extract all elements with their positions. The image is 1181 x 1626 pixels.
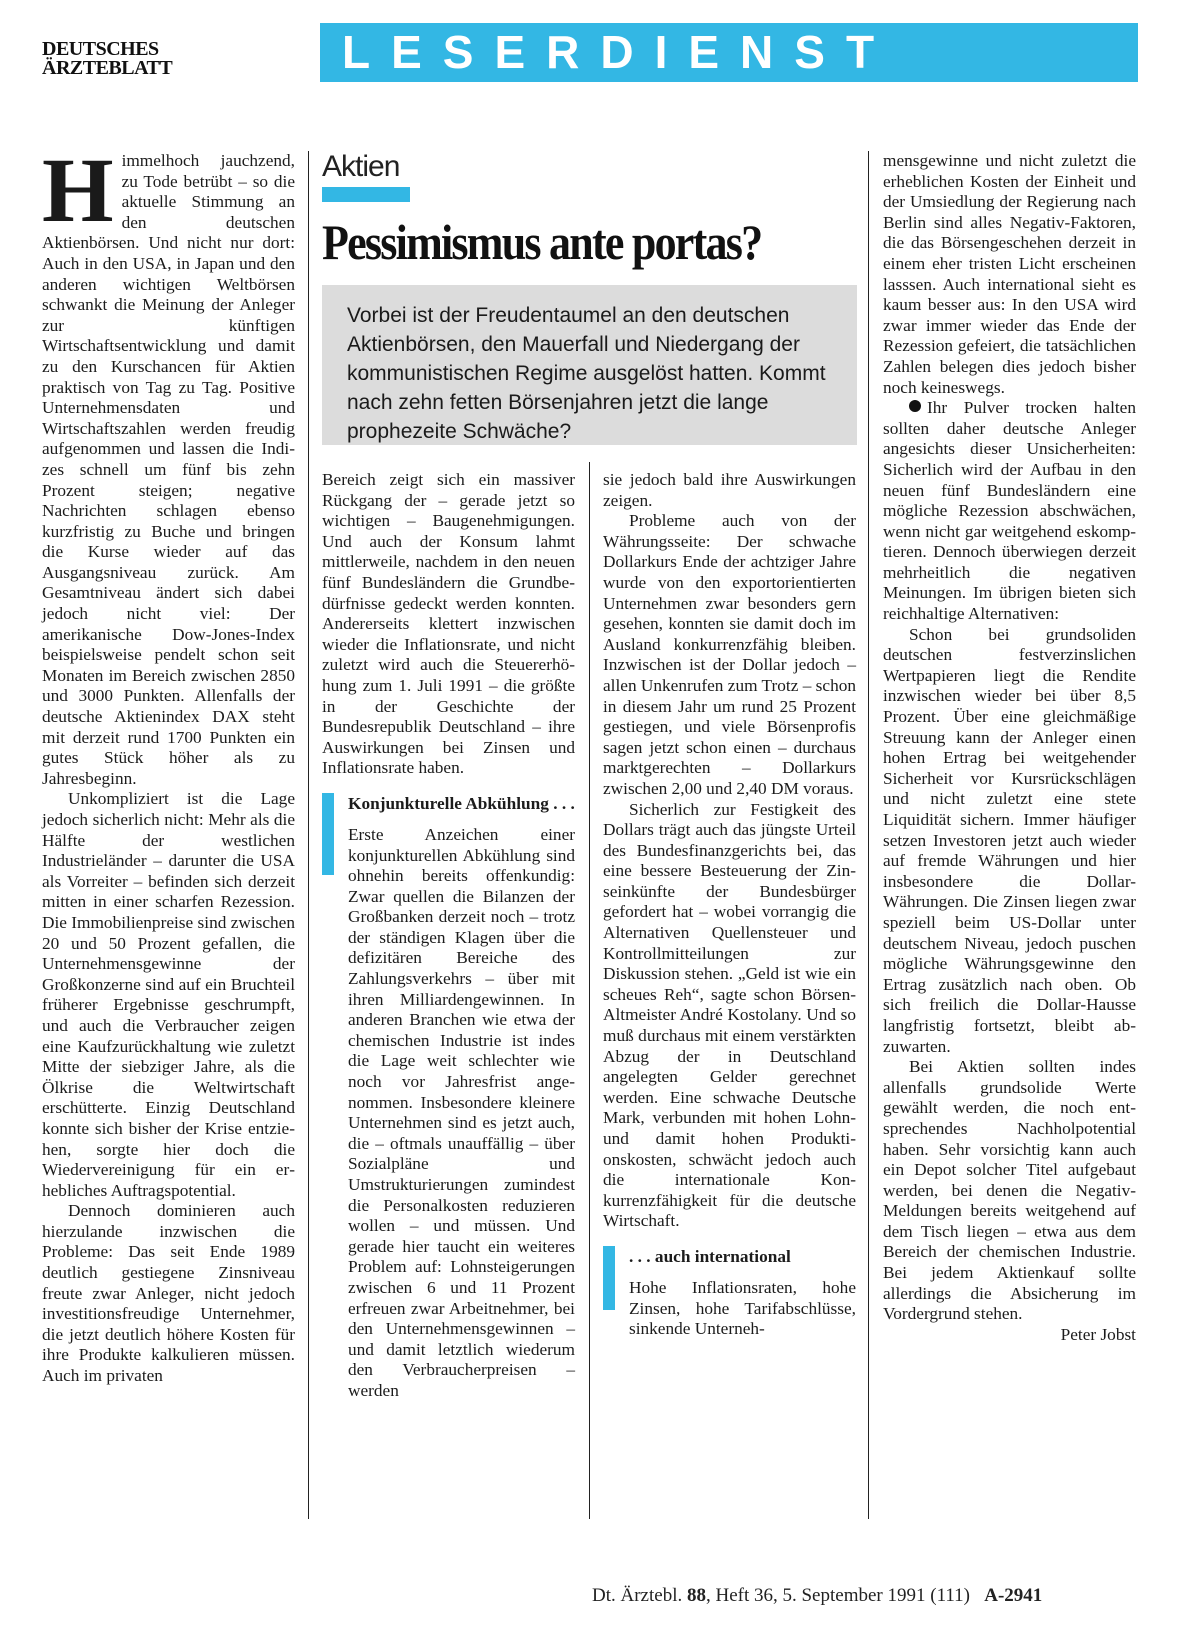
footer-page-number: A-2941 — [984, 1585, 1043, 1606]
article-column-1 — [42, 139, 295, 1387]
paragraph: Bei Aktien sollten indes allenfalls grundsolide Werte gewählt werden, die noch entsprechendes Nachholpotential haben. Sehr vorsichtig kann auch ein Depot solcher Titel aufgebaut werden, bei denen die Negativ-Meldungen bereits weitgehend auf dem Tisch liegen – etwa aus dem Bereich der chemischen Industrie. Bei jedem Aktienkauf sollte allerdings die Absicherung im Vordergrund stehen. — [883, 1057, 1136, 1324]
column-divider — [308, 151, 309, 1519]
article-headline: Pessimismus ante portas? — [322, 214, 762, 270]
article-column-2 — [322, 470, 575, 1402]
lead-box — [322, 285, 857, 445]
bullet-icon — [909, 400, 921, 412]
subheading: . . . auch international — [603, 1246, 856, 1268]
article-column-3 — [603, 470, 856, 1340]
paragraph: Probleme auch von der Währungsseite: Der schwache Dollarkurs Ende der achtziger Jahre wurde von den exportorientierten Unternehmen zwar besonders gern gesehen, konnten sie damit doch im Ausland konkurrenzfähig bleiben. Inzwischen ist der Dollar jedoch – allen Unkenrufen zum Trotz – schon in diesem Jahr um rund 25 Prozent gestiegen, und viele Börsenprofis sagen jetzt schon einen – durchaus marktgerechten – Dollarkurs zwischen 2,00 und 2,40 DM voraus. — [603, 511, 856, 798]
column-divider — [868, 151, 869, 1519]
paragraph: Bereich zeigt sich ein massiver Rückgang der – gerade jetzt so wichtigen – Baugenehmigungen. Und auch der Konsum lahmt mittlerweile, nachdem in den neuen fünf Bundesländern die Grundbedürfnisse gedeckt werden konnten. Andererseits klettert inzwischen wieder die Inflationsrate, und nicht zuletzt wird auch die Steuererhöhung zum 1. Juli 1991 – die größte in der Geschichte der Bundesrepublik Deutschland – ihre Auswirkungen bei Zinsen und Inflationsrate haben. — [322, 470, 575, 778]
paragraph: Dennoch dominieren auch hierzulande inzwischen die Probleme: Das seit Ende 1989 deutlich gestiegene Zinsniveau freute zwar Anleger, nicht jedoch investitionsfreudige Unternehmer, die jetzt deutlich höhere Kosten für ihre Produkte kalkulieren müssen. Auch im privaten — [42, 1201, 295, 1386]
masthead-logo — [42, 40, 222, 78]
paragraph: Ihr Pulver trocken halten sollten daher deutsche Anleger angesichts dieser Unsicherheiten: Sicherlich wird der Aufbau in den neuen fünf Bundesländern eine mögliche Rezession abschwächen, wenn nicht gar weitgehend eskomptieren. Dennoch überwiegen derzeit mehrheitlich die negativen Meinungen. Im übrigen bieten sich reichhaltige Alternativen: — [883, 398, 1136, 624]
paragraph: Sicherlich zur Festigkeit des Dollars trägt auch das jüngste Urteil des Bundesfinanzgerichts bei, das eine bessere Besteuerung der Zinseinkünfte der Bundesbürger gefordert hat – wobei vorrangig die Alternativen Quellensteuer und Kontrollmitteilungen zur Diskussion stehen. „Geld ist wie ein scheues Reh“, sagte schon Börsen-Altmeister André Kostolany. Und so muß durchaus mit einem verstärkten Abzug der in Deutschland angelegten Gelder gerechnet werden. Eine schwache Deutsche Mark, verbunden mit hohen Lohn- und damit hohen Produktionskosten, schwächt jedoch auch die internationale Konkurrenzfähigkeit für die deutsche Wirtschaft. — [603, 799, 856, 1231]
paragraph: Hohe Inflationsraten, hohe Zinsen, hohe Tarifabschlüsse, sinkende Unterneh- — [629, 1277, 856, 1339]
masthead-line1: DEUTSCHES — [42, 38, 159, 60]
page-footer — [592, 1585, 1042, 1607]
drop-cap: H — [42, 139, 114, 241]
footer-volume: 88 — [686, 1585, 706, 1606]
paragraph: Unkompliziert ist die Lage jedoch sicherlich nicht: Mehr als die Hälfte der westlichen Industrieländer – darunter die USA als Vorreiter – befinden sich derzeit mitten in einer scharfen Rezession. Die Immobilienpreise sind zwischen 20 und 50 Prozent gefallen, die Unternehmensgewinne der Großkonzerne sind auf ein Bruchteil früherer Ergebnisse geschrumpft, und auch die Verbraucher zeigen eine Kaufzurückhaltung wie zuletzt Mitte der siebziger Jahre, als die Ölkrise die Weltwirtschaft erschütterte. Einzig Deutschland konnte sich bisher der Krise entziehen, sorgte hier doch die Wiedervereinigung für ein erhebliches Auftragspotential. — [42, 789, 295, 1200]
paragraph: Schon bei grundsoliden deutschen festverzinslichen Wertpapieren liegt die Rendite inzwischen wieder bei über 8,5 Prozent. Über eine gleichmäßige Streuung kann der Anleger einen hohen Ertrag bei weitgehender Sicherheit vor Kursrückschlägen und nicht zuletzt eine stete Liquidität sichern. Immer häufiger setzen Investoren jetzt auch wieder auf fremde Währungen und hier insbesondere die Dollar-Währungen. Die Zinsen liegen zwar speziell beim US-Dollar unter deutschem Niveau, jedoch puschen mögliche Währungsgewinne den Ertrag zusätzlich nach oben. Ob sich freilich die Dollar-Hausse langfristig fortsetzt, bleibt abzuwarten. — [883, 624, 1136, 1056]
paragraph: mensgewinne und nicht zuletzt die erheblichen Kosten der Einheit und der Umsiedlung der Regierung nach Berlin sind alles Negativ-Faktoren, die das Börsengeschehen derzeit in einem eher tristen Licht erscheinen lasssen. Auch international sieht es kaum besser aus: In den USA wird zwar immer wieder das Ende der Rezession gefeiert, die tatsächlichen Zahlen belegen dies jedoch bisher noch keineswegs. — [883, 151, 1136, 397]
footer-issue: , Heft 36, 5. September 1991 (111) — [705, 1585, 970, 1606]
paragraph: sie jedoch bald ihre Auswirkungen zeigen. — [603, 470, 856, 510]
article-lead: Vorbei ist der Freudentaumel an den deutschen Aktienbörsen, den Mauerfall und Niedergang der kommunistischen Regime ausgelöst hatten. Kommt nach zehn fetten Börsenjahren jetzt die lange prophezeite Schwäche? — [347, 304, 826, 443]
subheading-accent-bar — [322, 793, 334, 875]
masthead-line2: ÄRZTEBLATT — [42, 57, 173, 79]
kicker-accent-bar — [322, 187, 410, 202]
section-title: LESERDIENST — [342, 26, 896, 78]
article-column-4 — [883, 151, 1136, 1345]
section-banner — [320, 23, 1138, 82]
subheading-accent-bar — [603, 1246, 615, 1310]
subheading: Konjunkturelle Abkühlung . . . — [322, 793, 575, 815]
footer-journal: Dt. Ärztebl. — [592, 1585, 683, 1606]
paragraph: Erste Anzeichen einer konjunkturellen Abkühlung sind ohnehin bereits offenkundig: Zwar quellen die Bilanzen der Großbanken derzeit noch – trotz der ständigen Klagen über die defizitären Bereiche des Zahlungsverkehrs – über mit ihren Milliardengewinnen. In anderen Branchen wie etwa der chemischen Industrie ist indes die Lage weit schlechter wie noch vor Jahresfrist angenommen. Insbesondere kleinere Unternehmen sind es jetzt auch, die – oftmals unauffällig – über Sozialpläne und Umstrukturierungen zumindest die Personalkosten reduzieren wollen – und müssen. Und gerade hier taucht ein weiteres Problem auf: Lohnsteigerungen zwischen 6 und 11 Prozent erfreuen zwar Arbeitnehmer, bei den Unternehmensgewinnen – und damit letztlich wiederum den Verbraucherpreisen – werden — [348, 824, 575, 1400]
column-divider — [589, 462, 590, 1519]
author-byline: Peter Jobst — [1060, 1324, 1136, 1344]
paragraph: Himmelhoch jauchzend, zu Tode betrübt – so die aktuelle Stimmung an den deutschen Aktienbörsen. Und nicht nur dort: Auch in den USA, in Japan und den anderen wichtigen Weltbörsen schwankt die Meinung der Anleger zur künftigen Wirtschaftsentwicklung und damit zu den Kurschancen für Aktien praktisch von Tag zu Tag. Positive Unternehmensdaten und Wirtschaftszahlen werden freudig aufgenommen und lassen die Indizes schnell um fünf bis zehn Prozent steigen; negative Nachrichten schlagen ebenso kurzfristig zu Buche und bringen die Kurse wieder auf das Ausgangsniveau zurück. Am Gesamtniveau ändert sich dabei jedoch nicht viel: Der amerikanische Dow-Jones-Index beispielsweise pendelt schon seit Monaten im Bereich zwischen 2850 und 3000 Punkten. Allenfalls der deutsche Aktienindex DAX steht mit derzeit rund 1700 Punkten ein gutes Stück höher als zu Jahresbeginn. — [42, 139, 295, 788]
article-kicker: Aktien — [322, 150, 400, 183]
